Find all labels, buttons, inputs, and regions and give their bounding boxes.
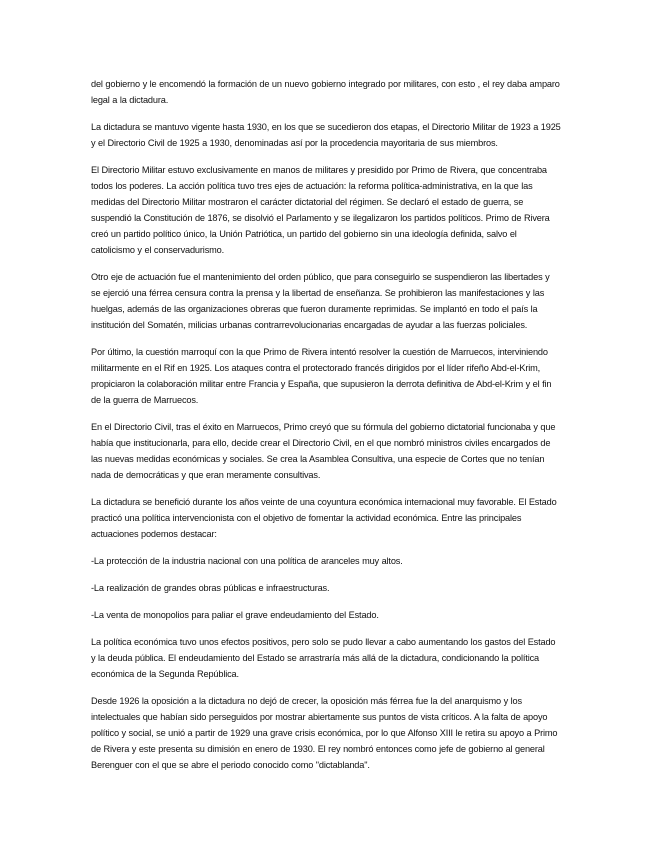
paragraph-coyuntura-economica: La dictadura se benefició durante los años veinte de una coyuntura económica internacional muy favorable. El Estado practicó una política intervencionista con el objetivo de fomentar la actividad económica. Entre las principales actuaciones podemos destacar: — [91, 497, 557, 539]
paragraph-intro: del gobierno y le encomendó la formación de un nuevo gobierno integrado por militares, con esto , el rey daba amparo legal a la dictadura. — [91, 79, 560, 105]
paragraph-orden-publico: Otro eje de actuación fue el mantenimiento del orden público, que para conseguirlo se suspendieron las libertades y se ejerció una férrea censura contra la prensa y la libertad de enseñanza. Se prohibieron las manifestaciones y las huelgas, además de las organizaciones obreras que fueron duramente reprimidas. Se implantó en todo el país la institución del Somatén, milicias urbanas contrarrevolucionarias encargadas de ayudar a las fuerzas policiales. — [91, 272, 550, 330]
paragraph-cuestion-marroqui: Por último, la cuestión marroquí con la que Primo de Rivera intentó resolver la cuestión de Marruecos, interviniendo militarmente en el Rif en 1925. Los ataques contra el protectorado francés dirigidos por el líder rifeño Abd-el-Krim, propiciaron la colaboración militar entre Francia y España, que supusieron la derrota definitiva de Abd-el-Krim y el fin de la guerra de Marruecos. — [91, 347, 552, 405]
list-item-monopolios: -La venta de monopolios para paliar el grave endeudamiento del Estado. — [91, 610, 379, 620]
paragraph-oposicion: Desde 1926 la oposición a la dictadura no dejó de crecer, la oposición más férrea fue la del anarquismo y los intelectuales que habían sido perseguidos por mostrar abiertamente sus puntos de vista críticos. A la falta de apoyo político y social, se unió a partir de 1929 una grave crisis económica, por lo que Alfonso XIII le retira su apoyo a Primo de Rivera y este presenta su dimisión en enero de 1930. El rey nombró entonces como jefe de gobierno al general Berenguer con el que se abre el periodo conocido como "dictablanda". — [91, 696, 558, 770]
list-item-proteccion: -La protección de la industria nacional con una política de aranceles muy altos. — [91, 556, 403, 566]
paragraph-politica-economica: La política económica tuvo unos efectos positivos, pero solo se pudo llevar a cabo aumentando los gastos del Estado y la deuda pública. El endeudamiento del Estado se arrastraría más allá de la dictadura, condicionando la política económica de la Segunda República. — [91, 637, 556, 679]
paragraph-directorio-militar: El Directorio Militar estuvo exclusivamente en manos de militares y presidido por Primo de Rivera, que concentraba todos los poderes. La acción política tuvo tres ejes de actuación: la reforma política-administrativa, en la que las medidas del Directorio Militar mostraron el carácter dictatorial del régimen. Se declaró el estado de guerra, se suspendió la Constitución de 1876, se disolvió el Parlamento y se ilegalizaron los partidos políticos. Primo de Rivera creó un partido político único, la Unión Patriótica, un partido del gobierno sin una ideología definida, salvo el catolicismo y el conservadurismo. — [91, 165, 550, 255]
paragraph-dictadura-etapas: La dictadura se mantuvo vigente hasta 1930, en los que se sucedieron dos etapas, el Directorio Militar de 1923 a 1925 y el Directorio Civil de 1925 a 1930, denominadas así por la procedencia mayoritaria de sus miembros. — [91, 122, 561, 148]
document-body — [91, 76, 561, 784]
list-item-obras-publicas: -La realización de grandes obras públicas e infraestructuras. — [91, 583, 330, 593]
paragraph-directorio-civil: En el Directorio Civil, tras el éxito en Marruecos, Primo creyó que su fórmula del gobierno dictatorial funcionaba y que había que institucionarla, para ello, decide crear el Directorio Civil, en el que nombró ministros civiles encargados de las nuevas medidas económicas y sociales. Se crea la Asamblea Consultiva, una especie de Cortes que no tenían nada de democráticas y que eran meramente consultivas. — [91, 422, 556, 480]
